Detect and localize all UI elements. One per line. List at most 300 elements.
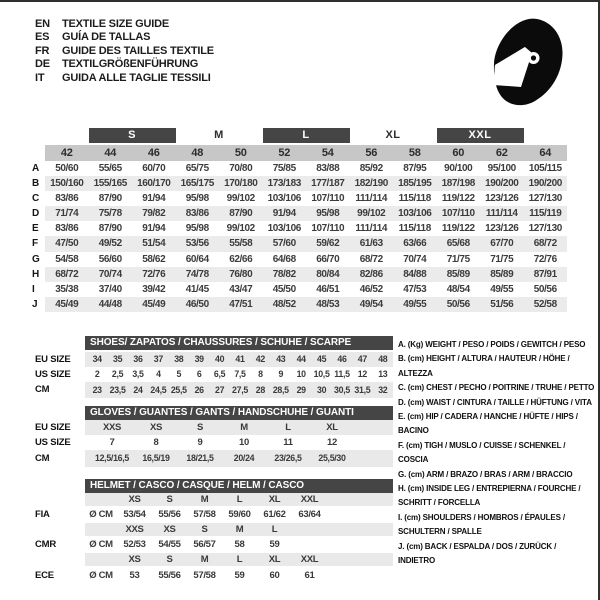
gloves-cell: 11 [283,437,293,448]
gloves-cell: M [240,422,248,433]
shoes-cell: 9 [278,369,284,379]
shoes-cell: 6 [196,369,202,379]
measurement-value-cell: 65/75 [185,163,209,174]
helmet-sizes-cell [292,523,327,536]
measurement-value-cell: 150/160 [45,176,89,191]
helmet-values-cell: 60 [269,570,280,581]
shoes-cell: 27,5 [232,385,248,395]
measurement-value-cell: 48/53 [306,297,350,312]
measurement-value-cell: 54/58 [55,253,79,265]
row-letter: J [32,298,38,310]
helmet-values-cell: 54/55 [158,539,181,550]
gloves-row-label: US SIZE [35,437,71,448]
shoes-row [87,367,393,382]
language-title: GUIDA ALLE TAGLIE TESSILI [62,71,211,84]
row-letter: A [32,163,40,174]
measurement-value-cell: 95/98 [185,193,209,205]
measurement-value-cell: 46/50 [176,297,220,312]
gloves-row-label: CM [35,453,50,464]
helmet-sizes-cell: XS [128,494,141,505]
shoes-cell: 30 [317,385,327,395]
helmet-values-cell: 59/60 [228,509,251,520]
measurement-value-cell: 115/119 [524,206,568,221]
measurement-value-cell: 78/82 [263,267,307,282]
legend-item: A. (Kg) WEIGHT / PESO / POIDS / GEWITCH / PESO [398,340,586,349]
measurement-value-cell: 85/89 [437,267,481,282]
measurement-value-cell: 35/38 [55,283,79,295]
measurement-value-cell: 57/60 [263,236,307,251]
size-column-header: 46 [132,145,176,161]
gloves-cell: 10 [239,437,249,448]
shoes-cell: 28 [255,385,265,395]
measurement-value-cell: 87/91 [524,267,568,282]
measurement-value-cell: 87/90 [98,223,122,235]
measurement-value-cell: 51/54 [132,236,176,251]
measurement-value-cell: 103/106 [267,223,301,235]
measurement-value-cell: 67/70 [480,236,524,251]
measurement-value-cell: 105/115 [528,163,562,174]
helmet-values-cell: Ø CM [89,509,113,520]
size-column-header: 50 [219,145,263,161]
language-header-list [35,18,214,85]
gloves-cell: 20/24 [233,453,255,463]
legend-item: J. (cm) BACK / ESPALDA / DOS / ZURÜCK / INDIETRO [398,541,557,566]
helmet-values-cell [292,536,327,553]
gloves-cell: S [196,422,204,433]
shoes-cell: 35 [113,354,123,364]
gloves-cell: 9 [197,437,203,448]
measurement-value-cell: 177/187 [306,176,350,191]
measurement-value-cell: 83/88 [316,163,340,174]
shoes-cell: 32 [378,385,388,395]
measurement-row-d [23,206,567,221]
measurement-value-cell: 119/122 [441,193,475,205]
measurement-row-j [23,297,567,312]
measurement-value-cell: 60/70 [142,163,166,174]
measurement-value-cell: 74/78 [176,267,220,282]
helmet-sizes-cell: S [166,554,173,565]
language-row [35,45,214,58]
legend-item: D. (cm) WAIST / CINTURA / TAILLE / HÜFTUNG / VITA [398,397,592,407]
gloves-row-label: EU SIZE [35,422,71,433]
measurement-value-cell: 49/55 [393,297,437,312]
legend-item: G. (cm) ARM / BRAZO / BRAS / ARM / BRACCIO [398,469,573,479]
language-code: FR [35,44,50,57]
helmet-sizes-cell: L [236,494,243,505]
measurement-row-f [23,236,567,251]
gloves-row [90,420,354,435]
gloves-row [90,435,354,450]
measurement-value-cell: 173/183 [263,176,307,191]
measurement-value-cell: 58/62 [142,253,166,265]
gloves-cell: L [285,422,291,433]
shoes-table-title: SHOES/ ZAPATOS / CHAUSSURES / SCHUHE / SCARPE [85,336,393,350]
helmet-values-cell: 59 [234,570,245,581]
measurement-value-cell: 50/60 [55,163,79,174]
size-group-row [23,128,567,143]
helmet-values-cell: 58 [234,539,245,550]
measurement-value-cell: 123/126 [485,223,519,235]
shoes-cell: 25,5 [170,385,187,395]
measurement-value-cell: 50/56 [533,283,557,295]
measurement-value-cell: 185/195 [393,176,437,191]
measurement-value-cell: 46/51 [316,283,340,295]
measurement-row-a [23,161,567,176]
shoes-cell: 46 [337,354,347,364]
helmet-sizes-cell: M [235,524,244,535]
language-row [35,72,214,85]
row-letter: B [32,178,40,190]
size-column-header: 54 [306,145,350,161]
helmet-values-cell: 53 [129,570,140,581]
language-row [35,58,214,71]
measurement-row-e [23,221,567,236]
shoes-cell: 27 [215,385,225,395]
measurement-value-cell: 123/126 [485,193,519,205]
measurement-value-cell: 95/98 [306,206,350,221]
shoes-cell: 6,5 [213,369,226,379]
measurement-value-cell: 91/94 [263,206,307,221]
shoes-cell: 7,5 [234,369,246,379]
legend-item: I. (cm) SHOULDERS / HOMBROS / ÉPAULES / SCHULTERN / SPALLE [398,512,565,537]
helmet-sizes-row [85,493,393,506]
measurement-value-cell: 83/86 [55,223,79,235]
empty-group-cell [45,128,89,143]
row-letter: H [32,268,40,280]
shoes-row-label: US SIZE [35,369,71,380]
size-column-header: 52 [263,145,307,161]
measurement-value-cell: 190/200 [480,176,524,191]
row-letter: F [32,238,39,250]
row-letter: G [32,253,40,265]
shoes-cell: 37 [153,354,163,364]
helmet-sizes-row [85,523,393,536]
measurement-value-cell: 71/75 [446,253,470,265]
measurement-row-h [23,267,567,282]
shoes-cell: 2 [94,369,100,379]
measurement-value-cell: 61/63 [350,236,394,251]
gloves-cell: 8 [153,437,159,448]
row-letter: D [32,208,40,220]
measurement-value-cell: 85/92 [359,163,383,174]
language-title: GUÍA DE TALLAS [62,31,151,44]
measurement-value-cell: 70/74 [89,267,133,282]
measurement-value-cell: 82/86 [350,267,394,282]
helmet-standard-label-fia: FIA [35,509,50,520]
shoes-cell: 29 [296,385,306,395]
size-group-s: S [89,128,176,143]
measurement-value-cell: 64/68 [272,253,296,265]
helmet-values-cell: 61/62 [263,509,286,520]
measurement-value-cell: 76/80 [219,267,263,282]
measurement-value-cell: 71/74 [45,206,89,221]
size-group-m: M [214,129,224,141]
helmet-sizes-cell: XXL [300,554,319,565]
measurement-value-cell: 91/94 [142,223,166,235]
measurement-value-cell: 37/40 [98,283,122,295]
measurement-value-cell: 115/118 [398,223,431,235]
measurement-value-cell: 44/48 [89,297,133,312]
helmet-sizes-cell [85,553,117,566]
gloves-cell: 23/26,5 [274,453,302,463]
helmet-sizes-cell: XXL [300,494,319,505]
helmet-values-cell: 55/56 [158,509,181,520]
gloves-cell: 12 [327,437,337,448]
measurement-value-cell: 71/75 [490,253,514,265]
measurement-value-cell: 170/180 [219,176,263,191]
shoes-cell: 30,5 [334,385,350,395]
helmet-table-title: HELMET / CASCO / CASQUE / HELM / CASCO [85,479,393,493]
measurement-value-cell: 45/49 [132,297,176,312]
helmet-sizes-row [85,553,393,566]
shoes-cell: 3,5 [132,369,144,379]
shoes-cell: 12 [357,369,367,379]
measurement-value-cell: 47/51 [219,297,263,312]
measurement-value-cell: 45/49 [45,297,89,312]
helmet-values-cell: 53/54 [123,509,146,520]
measurement-value-cell: 60/64 [185,253,209,265]
measurement-value-cell: 79/82 [132,206,176,221]
gloves-cell: XXS [102,422,122,433]
shoes-cell: 45 [317,354,327,364]
helmet-values-cell: 59 [269,539,280,550]
measurement-value-cell: 50/56 [437,297,481,312]
language-code: IT [35,71,45,84]
measurement-value-cell: 99/102 [226,223,255,235]
size-column-header: 44 [89,145,133,161]
measurement-value-cell: 62/66 [229,253,253,265]
gloves-cell: 16,5/19 [142,453,170,463]
shoes-cell: 10,5 [313,369,330,379]
shoes-cell: 44 [296,354,306,364]
helmet-sizes-cell: S [166,494,173,505]
measurement-value-cell: 55/58 [219,236,263,251]
helmet-values-cell: Ø CM [89,539,113,550]
helmet-sizes-cell: XL [268,494,281,505]
measurement-value-cell: 83/86 [176,206,220,221]
measurement-value-cell: 85/89 [480,267,524,282]
language-code: ES [35,31,50,44]
language-title: TEXTILE SIZE GUIDE [62,18,170,30]
measurement-value-cell: 39/42 [142,283,166,295]
shoes-cell: 26 [194,385,204,395]
helmet-values-row [85,506,393,523]
shoes-cell: 40 [215,354,225,364]
measurement-value-cell: 99/102 [226,193,255,205]
gloves-cell: 18/21,5 [186,453,214,463]
measurement-value-cell: 72/76 [533,253,557,265]
helmet-values-cell: 57/58 [193,570,216,581]
shoes-row-label: CM [35,384,50,395]
measurement-value-cell: 49/54 [350,297,394,312]
measurement-value-cell: 155/165 [89,176,133,191]
helmet-standard-label-cmr: CMR [35,539,57,550]
language-code: DE [35,58,50,71]
gloves-table-title: GLOVES / GUANTES / GANTS / HANDSCHUHE / GUANTI [85,406,393,420]
measurement-value-cell: 95/98 [185,223,209,235]
size-group-xxl: XXL [437,128,524,143]
size-column-header: 58 [393,145,437,161]
measurement-legend [398,338,595,569]
helmet-sizes-cell: L [236,554,243,565]
legend-item: F. (cm) TIGH / MUSLO / CUISSE / SCHENKEL / COSCIA [398,440,566,465]
measurement-value-cell: 187/198 [437,176,481,191]
spacer-cell [23,128,45,143]
shoes-cell: 13 [378,369,388,379]
measurement-value-cell: 119/122 [441,223,475,235]
measurement-value-cell: 68/72 [45,267,89,282]
measurement-value-cell: 107/110 [437,206,481,221]
measurement-value-cell: 56/60 [98,253,122,265]
measurement-value-cell: 55/65 [98,163,122,174]
size-column-header: 56 [350,145,394,161]
helmet-values-cell: 63/64 [298,509,321,520]
shoes-cell: 10 [296,369,306,379]
gloves-cell: XL [326,422,338,433]
shoes-cell: 42 [255,354,265,364]
measurement-value-cell: 65/68 [437,236,481,251]
row-letter: I [32,283,35,295]
gloves-cell: 12,5/16,5 [95,453,129,463]
measurement-row-c [23,191,567,206]
measurement-value-cell: 43/47 [229,283,253,295]
measurement-value-cell: 95/100 [487,163,516,174]
measurement-value-cell: 83/86 [55,193,79,205]
language-row [35,18,214,31]
shoes-cell: 36 [133,354,143,364]
shoes-cell: 4 [156,369,161,379]
measurement-value-cell: 87/90 [219,206,263,221]
measurement-value-cell: 52/58 [524,297,568,312]
measurement-value-cell: 127/130 [528,193,562,205]
helmet-values-cell: 61 [304,570,315,581]
measurement-value-cell: 70/80 [229,163,253,174]
legend-item: H. (cm) INSIDE LEG / ENTREPIERNA / FOURCHE / SCHRITT / FORCELLA [398,484,581,508]
helmet-sizes-cell: L [271,524,278,535]
measurement-value-cell: 90/100 [444,163,473,174]
helmet-values-row [85,536,393,553]
shoes-cell: 24,5 [150,385,167,395]
measurement-value-cell: 87/95 [403,163,427,174]
shoes-cell: 47 [357,354,367,364]
measurement-value-cell: 87/90 [98,193,122,205]
measurement-value-cell: 49/52 [89,236,133,251]
size-column-header: 42 [45,145,89,161]
measurement-value-cell: 46/52 [359,283,383,295]
size-header-row [23,145,567,161]
helmet-values-cell: Ø CM [89,570,113,581]
measurement-value-cell: 103/106 [267,193,301,205]
measurement-value-cell: 115/118 [398,193,431,205]
gloves-cell: 25,5/30 [318,453,346,463]
size-column-header: 60 [437,145,481,161]
shoes-cell: 39 [194,354,204,364]
helmet-sizes-cell [85,493,117,506]
shoes-cell: 38 [174,354,184,364]
measurement-value-cell: 190/200 [524,176,568,191]
measurement-value-cell: 84/88 [393,267,437,282]
measurement-value-cell: 51/56 [480,297,524,312]
measurement-value-cell: 111/114 [355,223,388,235]
helmet-standard-label-ece: ECE [35,570,54,581]
language-row [35,31,214,44]
measurement-value-cell: 111/114 [480,206,524,221]
measurement-value-cell: 107/110 [311,193,345,205]
size-group-xl: XL [385,129,401,141]
measurement-value-cell: 48/54 [446,283,470,295]
measurement-value-cell: 47/50 [45,236,89,251]
shoes-cell: 11,5 [334,369,350,379]
shoes-cell: 34 [92,354,102,364]
measurement-value-cell: 107/110 [311,223,345,235]
shoes-cell: 23,5 [109,385,126,395]
gloves-cell: 7 [109,437,115,448]
size-column-header: 48 [176,145,220,161]
shoes-cell: 41 [235,354,245,364]
measurement-value-cell: 182/190 [350,176,394,191]
measurement-row-b [23,176,567,191]
helmet-sizes-cell: XXS [125,524,144,535]
helmet-sizes-cell: S [201,524,208,535]
measurement-value-cell: 75/78 [89,206,133,221]
helmet-sizes-cell: M [200,494,209,505]
measurement-value-cell: 75/85 [272,163,296,174]
measurement-value-cell: 68/72 [524,236,568,251]
legend-item: B. (cm) HEIGHT / ALTURA / HAUTEUR / HÖHE / ALTEZZA [398,354,570,378]
shoes-cell: 23 [92,385,102,395]
shoes-cell: 48 [378,354,388,364]
measurement-value-cell: 165/175 [176,176,220,191]
language-title: TEXTILGRÖßENFÜHRUNG [62,58,199,71]
helmet-values-row [85,566,393,585]
shoes-cell: 28,5 [272,385,289,395]
shoes-row [87,382,393,398]
size-column-header: 64 [524,145,568,161]
helmet-values-cell: 52/53 [123,539,146,550]
size-column-header: 62 [480,145,524,161]
helmet-icon [487,17,563,107]
measurement-row-g [23,252,567,267]
textile-size-table [23,128,567,312]
row-letter: C [32,193,40,205]
measurement-value-cell: 72/76 [132,267,176,282]
legend-item: C. (cm) CHEST / PECHO / POITRINE / TRUHE / PETTO [398,383,595,393]
helmet-values-cell: 56/57 [193,539,216,550]
helmet-sizes-cell: XS [163,524,176,535]
shoes-cell: 2,5 [111,369,124,379]
language-code: EN [35,18,50,30]
measurement-value-cell: 111/114 [355,193,388,205]
helmet-sizes-cell: M [200,554,209,565]
measurement-value-cell: 41/45 [185,283,209,295]
measurement-value-cell: 103/106 [393,206,437,221]
shoes-row [87,352,393,367]
shoes-cell: 5 [176,369,182,379]
empty-group-cell [524,128,568,143]
gloves-row [90,450,354,467]
helmet-sizes-cell: XL [268,554,281,565]
shoes-cell: 43 [276,354,286,364]
measurement-value-cell: 66/70 [316,253,340,265]
shoes-cell: 8 [258,369,263,379]
legend-item: E. (cm) HIP / CADERA / HANCHE / HÜFTE / HIPS / BACINO [398,412,578,436]
measurement-value-cell: 59/62 [306,236,350,251]
measurement-value-cell: 91/94 [142,193,166,205]
measurement-value-cell: 45/50 [272,283,296,295]
measurement-value-cell: 68/72 [359,253,383,265]
measurement-value-cell: 48/52 [263,297,307,312]
spacer-cell [23,145,45,161]
